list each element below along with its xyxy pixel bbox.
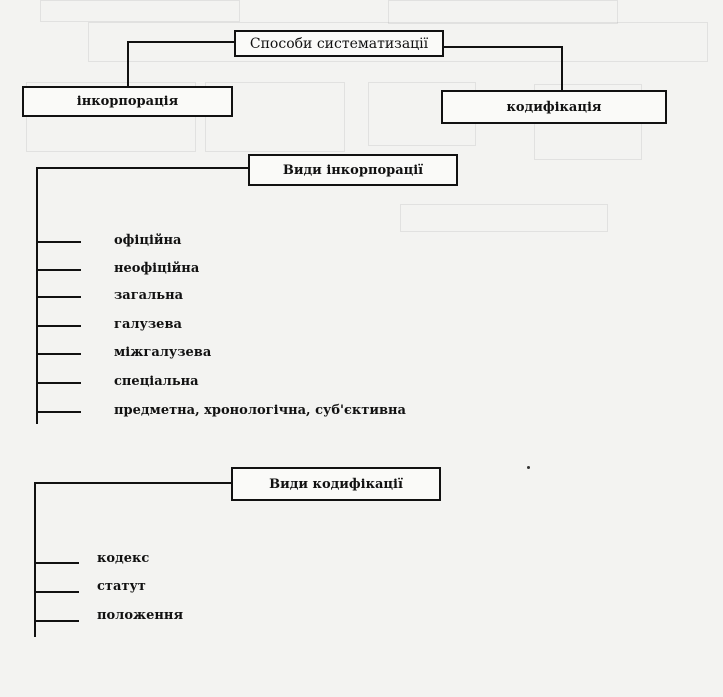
incorporation-type-item: предметна, хронологічна, суб'єктивна — [114, 403, 406, 418]
incorporation-types-connector — [36, 167, 248, 169]
incorporation-type-item: загальна — [114, 288, 184, 303]
list-tick — [38, 296, 81, 298]
codification-label: кодифікація — [506, 99, 602, 115]
list-tick — [36, 562, 79, 564]
root-label: Способи систематизації — [249, 35, 429, 52]
incorporation-type-item: спеціальна — [114, 374, 199, 389]
codification-type-item: кодекс — [97, 551, 150, 566]
codification-types-box — [231, 467, 441, 501]
incorporation-types-title: Види інкорпорації — [282, 162, 424, 178]
root-box — [234, 30, 444, 57]
incorporation-box — [22, 86, 233, 117]
list-tick — [38, 241, 81, 243]
list-tick — [38, 269, 81, 271]
codification-types-title: Види кодифікації — [269, 476, 403, 492]
codification-types-spine — [34, 482, 36, 637]
bleed-through-box — [388, 0, 618, 24]
connector-right-drop — [561, 46, 563, 91]
incorporation-type-item: міжгалузева — [114, 345, 212, 360]
list-tick — [36, 591, 79, 593]
bleed-through-box — [40, 0, 240, 22]
incorporation-types-box — [248, 154, 458, 186]
bleed-through-box — [400, 204, 608, 232]
connector-root-left — [127, 41, 234, 43]
list-tick — [36, 620, 79, 622]
list-tick — [38, 411, 81, 413]
codification-type-item: статут — [97, 579, 146, 594]
codification-box — [441, 90, 667, 124]
codification-type-item: положення — [97, 608, 184, 623]
list-tick — [38, 353, 81, 355]
stray-dot — [527, 466, 530, 469]
incorporation-type-item: галузева — [114, 317, 182, 332]
incorporation-type-item: офіційна — [114, 233, 182, 248]
incorporation-label: інкорпорація — [76, 94, 179, 109]
list-tick — [38, 382, 81, 384]
connector-left-drop — [127, 41, 129, 87]
codification-types-connector — [34, 482, 231, 484]
connector-root-right — [444, 46, 562, 48]
incorporation-type-item: неофіційна — [114, 261, 200, 276]
list-tick — [38, 325, 81, 327]
